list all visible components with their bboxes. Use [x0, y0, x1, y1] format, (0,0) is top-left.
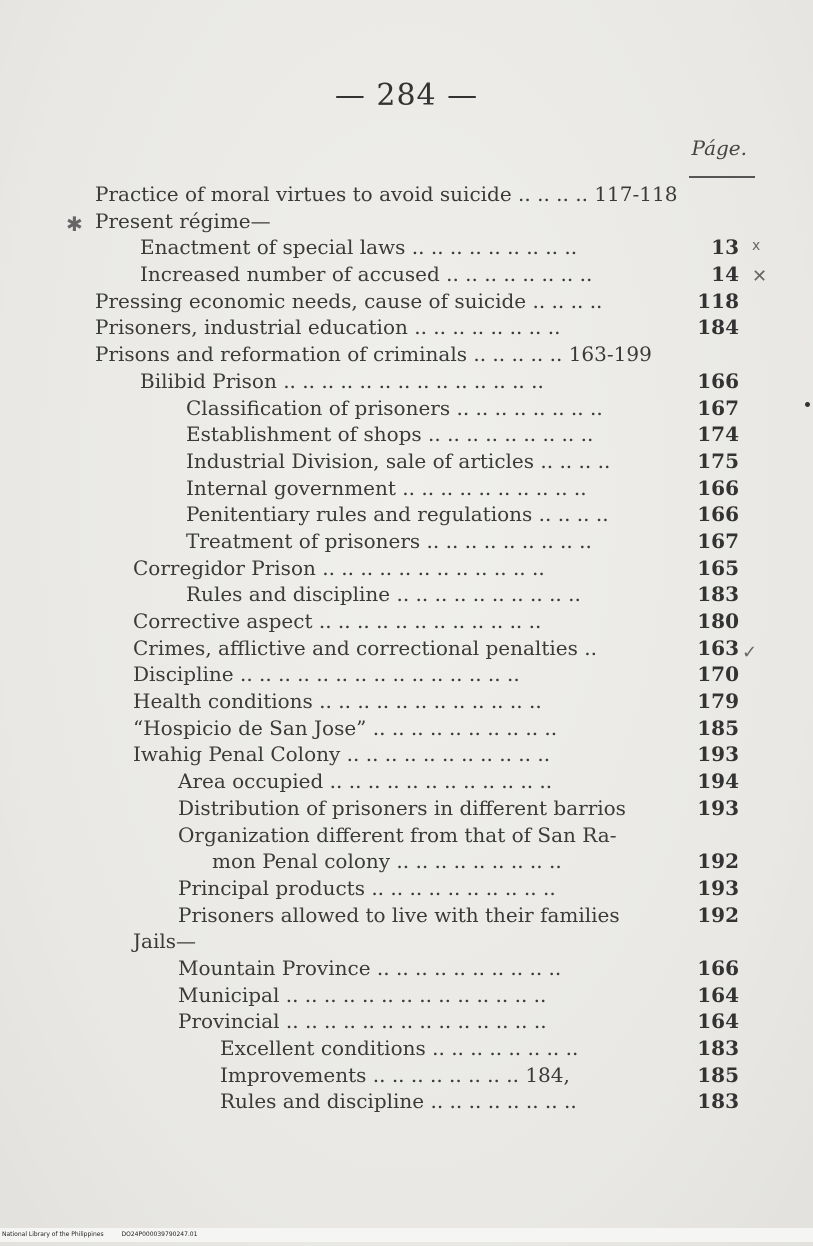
index-entry: Prisons and reformation of criminals .. .. .. .. .. 163-199 [95, 342, 652, 367]
index-entry: Health conditions .. .. .. .. .. .. .. .. .. .. .. .. 179 [133, 689, 739, 714]
index-entry: Increased number of accused .. .. .. .. .. .. .. .. 14 [140, 262, 739, 287]
index-entry: Treatment of prisoners .. .. .. .. .. .. .. .. .. 167 [186, 528, 739, 553]
index-entry: Rules and discipline .. .. .. .. .. .. .. .. 183 [220, 1089, 739, 1114]
index-entry: Prisoners, industrial education .. .. .. .. .. .. .. .. 184 [95, 315, 739, 340]
index-entry: Establishment of shops .. .. .. .. .. .. .. .. .. 174 [186, 422, 739, 447]
index-entry: Rules and discipline .. .. .. .. .. .. .. .. .. .. 183 [186, 582, 739, 607]
index-entry: Penitentiary rules and regulations .. .. .. .. 166 [186, 502, 739, 527]
footer-code: DO24P000039790247.01 [121, 1231, 198, 1238]
index-entry: Improvements .. .. .. .. .. .. .. .. 184, 185 [220, 1062, 739, 1087]
x-mark-icon: x [752, 238, 761, 254]
index-entry: “Hospicio de San Jose” .. .. .. .. .. .. .. .. .. .. 185 [133, 715, 739, 740]
index-entry: Area occupied .. .. .. .. .. .. .. .. .. .. .. .. 194 [178, 769, 739, 794]
index-entry: Principal products .. .. .. .. .. .. .. .. .. .. 193 [178, 875, 739, 900]
footer-library: National Library of the Philippines [2, 1231, 104, 1238]
index-entries [0, 181, 813, 1115]
index-entry: Mountain Province .. .. .. .. .. .. .. .. .. .. 166 [178, 955, 739, 980]
index-entry: Municipal .. .. .. .. .. .. .. .. .. .. .. .. .. .. 164 [178, 982, 739, 1007]
index-entry: Practice of moral virtues to avoid suicide .. .. .. .. 117-118 [95, 182, 678, 206]
index-entry: Organization different from that of San Ra- [178, 822, 617, 847]
index-entry: Corregidor Prison .. .. .. .. .. .. .. .. .. .. .. .. 165 [133, 555, 739, 580]
index-entry: Discipline .. .. .. .. .. .. .. .. .. .. .. .. .. .. .. 170 [133, 662, 739, 687]
page-number: — 284 — [334, 78, 479, 113]
index-entry: Crimes, afflictive and correctional penalties .. 163 [133, 635, 739, 660]
index-entry: Jails— [133, 929, 196, 954]
index-entry: Internal government .. .. .. .. .. .. .. .. .. .. 166 [186, 475, 739, 500]
index-entry: Enactment of special laws .. .. .. .. .. .. .. .. .. 13 [140, 235, 739, 260]
page-column-label: Páge. [691, 136, 747, 160]
index-entry: Present régime— [95, 208, 271, 233]
label-underline [689, 176, 755, 178]
index-entry: Pressing economic needs, cause of suicide .. .. .. .. 118 [95, 288, 739, 313]
cross-mark-icon: ✕ [752, 266, 768, 287]
ink-dot [805, 402, 810, 407]
check-mark-icon: ✓ [742, 642, 758, 663]
index-entry: mon Penal colony .. .. .. .. .. .. .. .. .. 192 [212, 849, 739, 874]
index-entry: Excellent conditions .. .. .. .. .. .. .. .. 183 [220, 1036, 739, 1060]
index-entry: Classification of prisoners .. .. .. .. .. .. .. .. 167 [186, 395, 739, 420]
index-entry: Prisoners allowed to live with their families 192 [178, 902, 739, 927]
star-mark-icon: ✱ [66, 212, 83, 236]
index-entry: Bilibid Prison .. .. .. .. .. .. .. .. .. .. .. .. .. .. 166 [140, 368, 739, 393]
index-entry: Iwahig Penal Colony .. .. .. .. .. .. .. .. .. .. .. 193 [133, 742, 739, 767]
index-entry: Provincial .. .. .. .. .. .. .. .. .. .. .. .. .. .. 164 [178, 1009, 739, 1034]
footer [0, 1228, 813, 1242]
index-entry: Industrial Division, sale of articles .. .. .. .. 175 [186, 448, 739, 473]
index-entry: Distribution of prisoners in different barrios 193 [178, 795, 739, 820]
index-entry: Corrective aspect .. .. .. .. .. .. .. .. .. .. .. .. 180 [133, 609, 739, 633]
